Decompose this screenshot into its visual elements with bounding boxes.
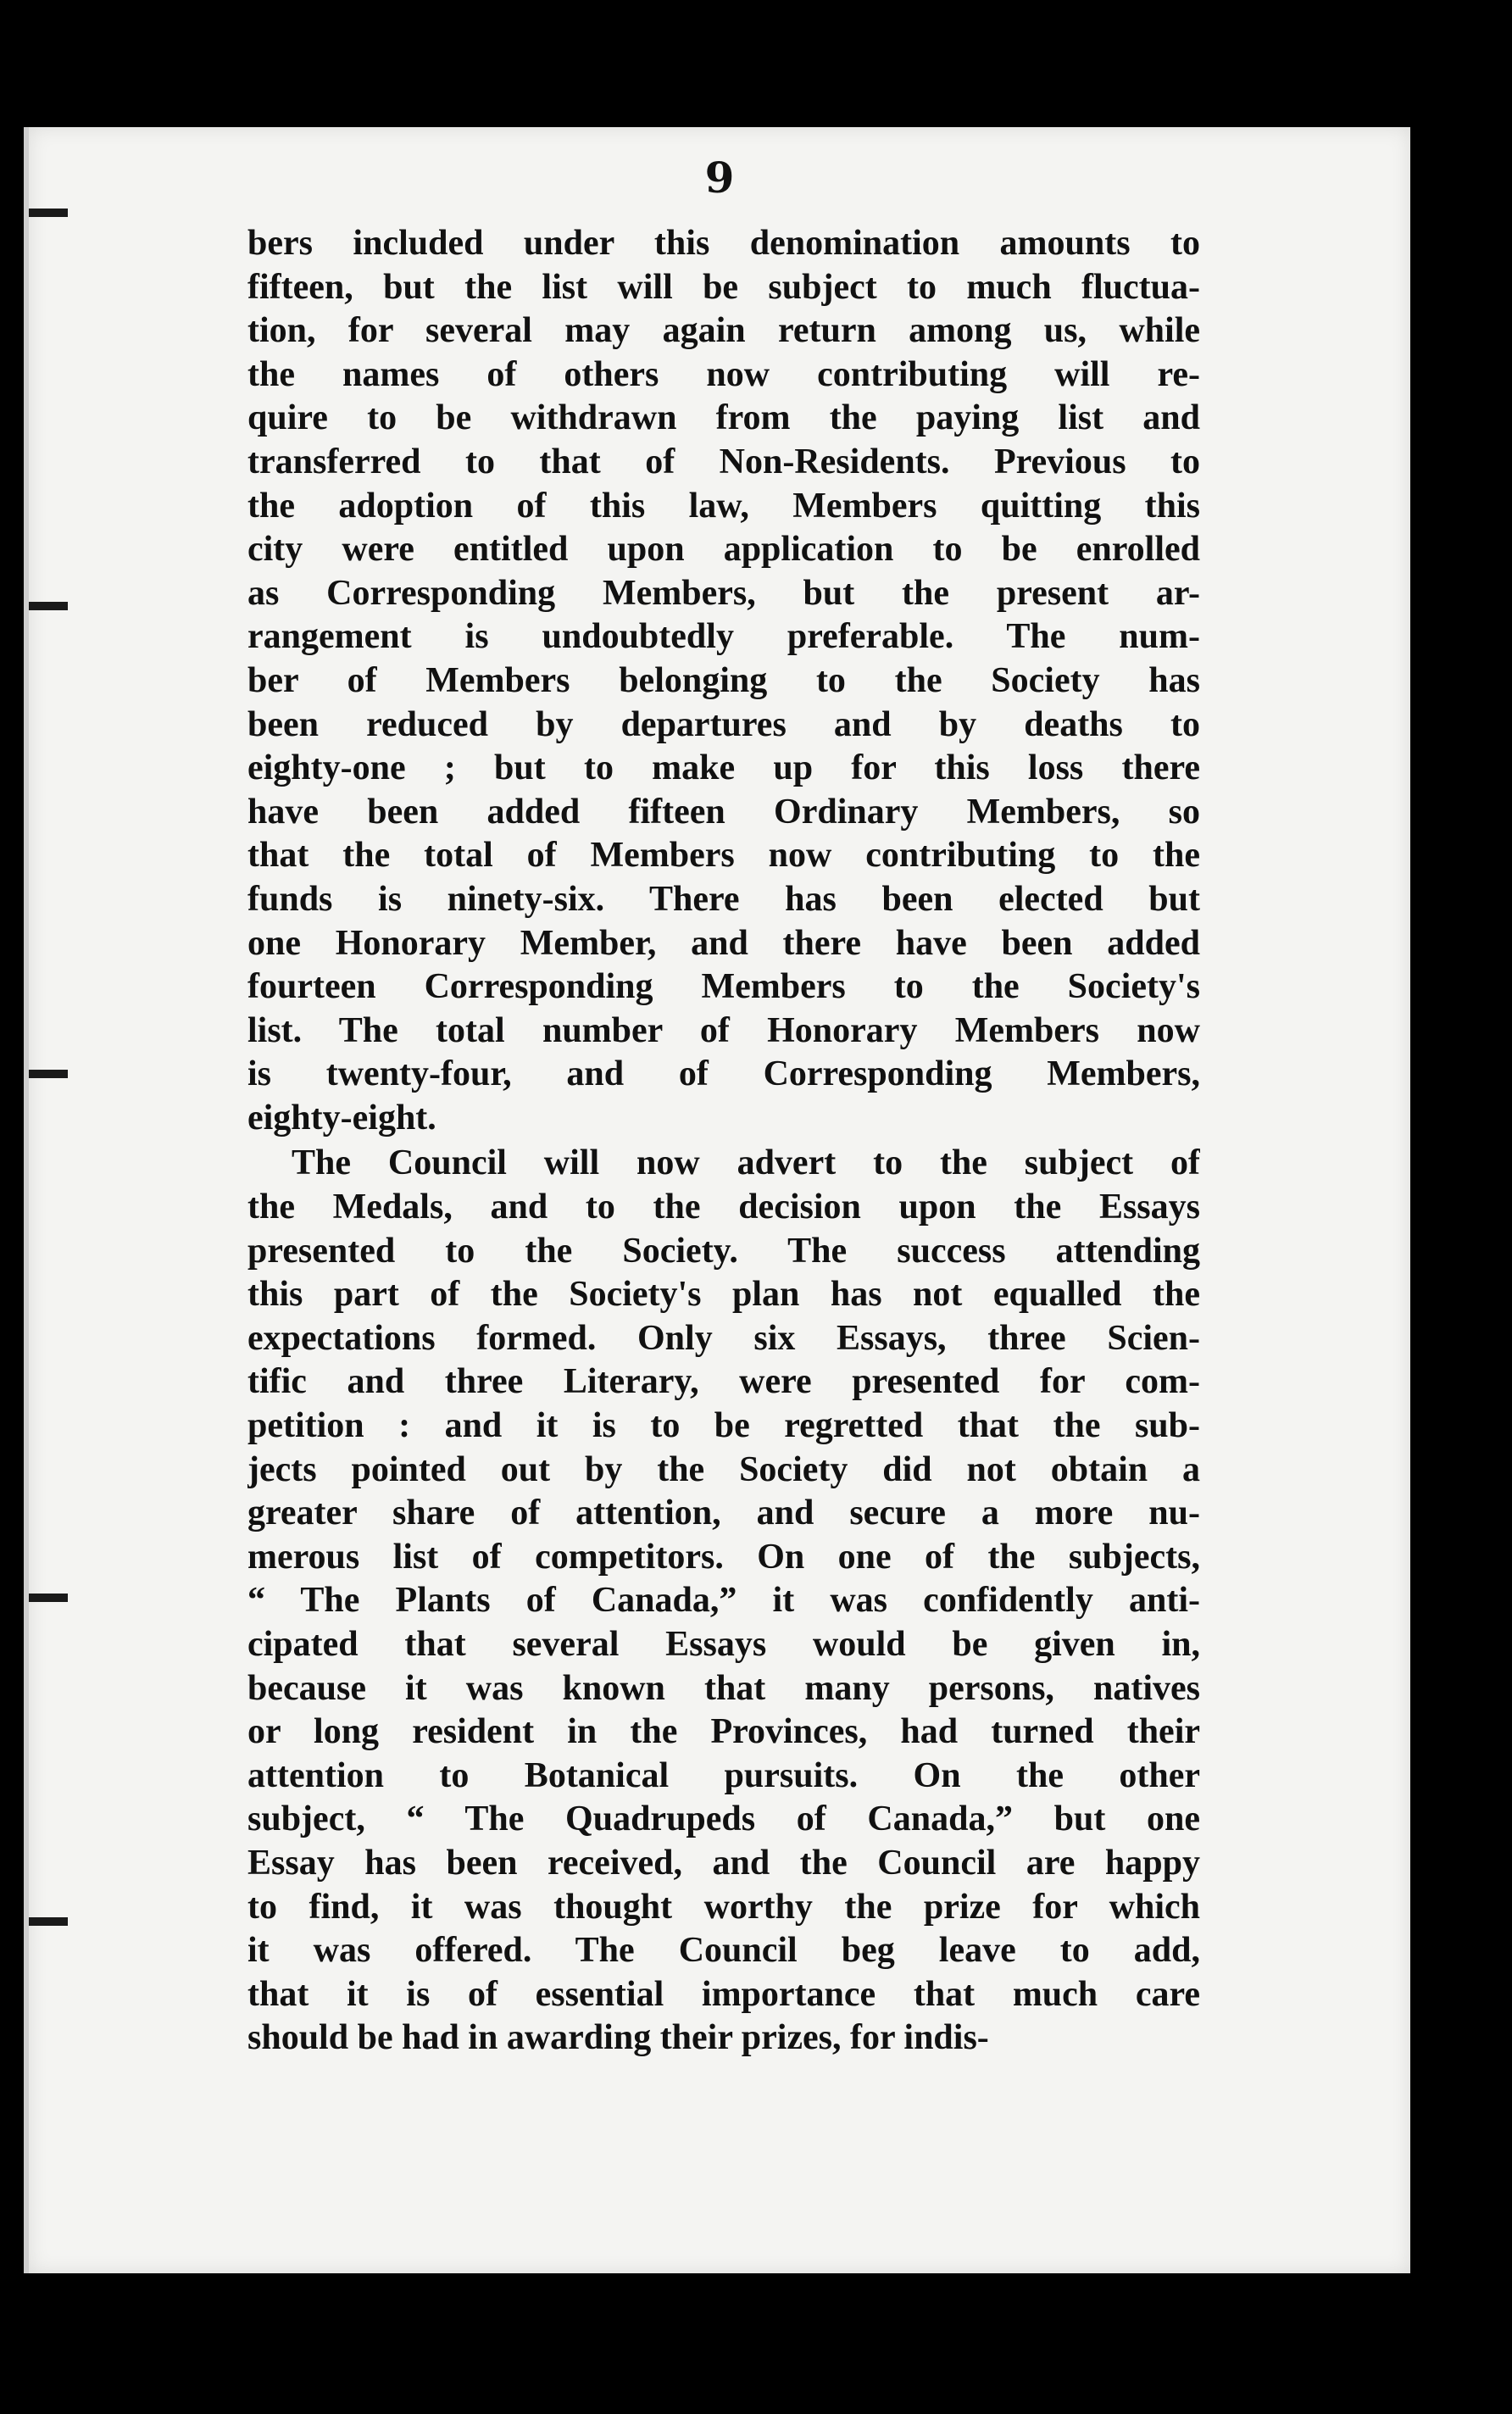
paragraph <box>247 1142 1200 2060</box>
spine-mark <box>29 1917 68 1926</box>
text-line: subject, “ The Quadrupeds of Canada,” but one <box>247 1799 1200 1839</box>
spine-mark <box>29 1070 68 1078</box>
text-line: it was offered. The Council beg leave to add, <box>247 1931 1200 1971</box>
text-line: petition : and it is to be regretted that the sub- <box>247 1406 1200 1446</box>
text-line: tific and three Literary, were presented for com- <box>247 1362 1200 1402</box>
text-line: rangement is undoubtedly preferable. The num- <box>247 617 1200 657</box>
text-line: cipated that several Essays would be given in, <box>247 1625 1200 1664</box>
text-line: tion, for several may again return among us, while <box>247 311 1200 351</box>
text-line: the adoption of this law, Members quitting this <box>247 486 1200 526</box>
text-line: merous list of competitors. On one of the subjects, <box>247 1537 1200 1577</box>
text-line: fourteen Corresponding Members to the Society's <box>247 967 1200 1007</box>
text-line: eighty-one ; but to make up for this loss there <box>247 748 1200 788</box>
text-line: been reduced by departures and by deaths to <box>247 704 1200 744</box>
body-text <box>247 222 1200 2061</box>
text-line: should be had in awarding their prizes, for indis- <box>247 2018 989 2058</box>
paragraph <box>247 222 1200 1140</box>
text-line: expectations formed. Only six Essays, three Scien- <box>247 1318 1200 1358</box>
text-line: bers included under this denomination amounts to <box>247 224 1200 263</box>
text-line: greater share of attention, and secure a more nu- <box>247 1493 1200 1533</box>
text-line: eighty-eight. <box>247 1098 436 1137</box>
text-line: this part of the Society's plan has not equalled the <box>247 1275 1200 1315</box>
text-line: because it was known that many persons, natives <box>247 1668 1200 1708</box>
text-line: is twenty-four, and of Corresponding Members, <box>247 1054 1200 1094</box>
text-line: to find, it was thought worthy the prize for which <box>247 1887 1200 1927</box>
text-line: one Honorary Member, and there have been added <box>247 923 1200 963</box>
text-line: the Medals, and to the decision upon the Essays <box>247 1188 1200 1227</box>
book-page <box>24 127 1410 2273</box>
text-line: have been added fifteen Ordinary Members, so <box>247 792 1200 832</box>
text-line: funds is ninety-six. There has been elected but <box>247 879 1200 919</box>
text-line: Essay has been received, and the Council are happy <box>247 1843 1200 1883</box>
text-line: fifteen, but the list will be subject to much fluctua- <box>247 267 1200 307</box>
text-line: list. The total number of Honorary Members now <box>247 1010 1200 1050</box>
text-line: as Corresponding Members, but the present ar- <box>247 573 1200 613</box>
spine-mark <box>29 209 68 217</box>
text-line: that the total of Members now contributing to the <box>247 836 1200 876</box>
text-line: jects pointed out by the Society did not obtain a <box>247 1449 1200 1489</box>
text-line: presented to the Society. The success attending <box>247 1231 1200 1271</box>
text-line: ber of Members belonging to the Society has <box>247 660 1200 700</box>
text-line: quire to be withdrawn from the paying list and <box>247 398 1200 438</box>
spine-mark <box>29 602 68 610</box>
text-line: The Council will now advert to the subject of <box>292 1143 1200 1183</box>
text-line: attention to Botanical pursuits. On the other <box>247 1755 1200 1795</box>
text-line: “ The Plants of Canada,” it was confidently anti- <box>247 1581 1200 1621</box>
text-line: the names of others now contributing will re- <box>247 354 1200 394</box>
text-line: transferred to that of Non-Residents. Previous to <box>247 442 1200 481</box>
text-line: city were entitled upon application to be enrolled <box>247 530 1200 570</box>
page-number: 9 <box>704 153 735 203</box>
spine-mark <box>29 1594 68 1602</box>
text-line: that it is of essential importance that much care <box>247 1974 1200 2014</box>
text-line: or long resident in the Provinces, had turned their <box>247 1712 1200 1752</box>
